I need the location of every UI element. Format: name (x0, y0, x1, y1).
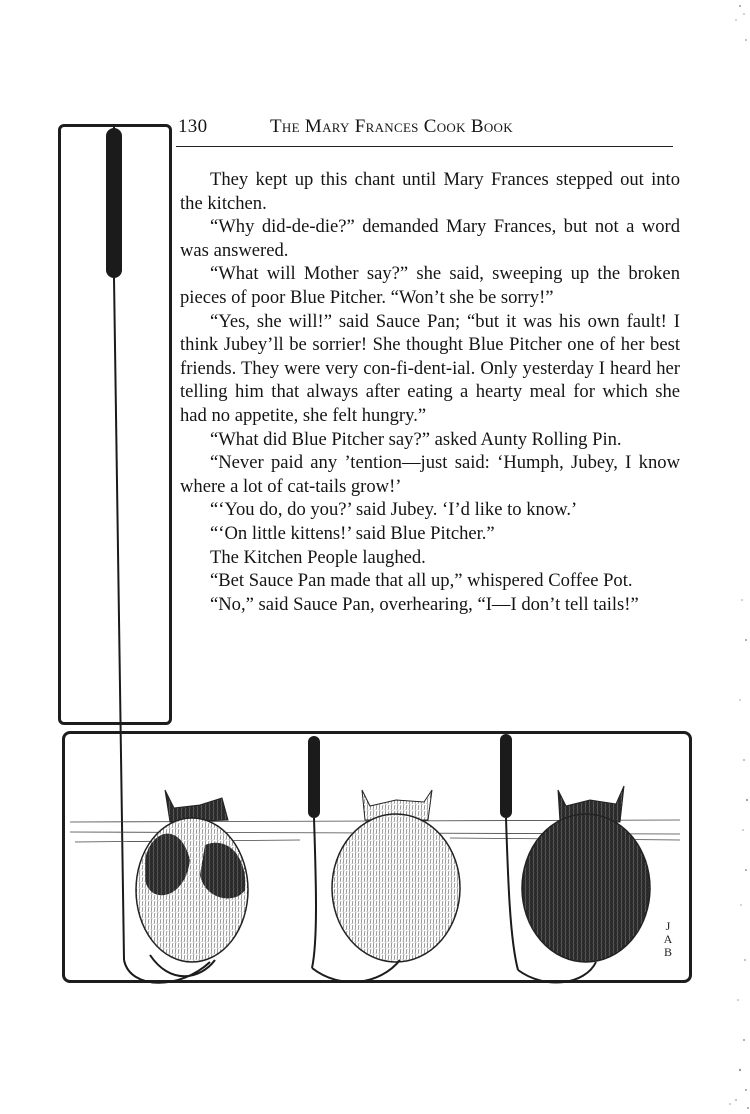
paragraph: They kept up this chant until Mary Frances stepped out into the kitchen. (180, 169, 680, 214)
paragraph: “Never paid any ’tention—just said: ‘Humph, Jubey, I know where a lot of cat-tails grow!’ (180, 452, 680, 497)
paragraph: “What did Blue Pitcher say?” asked Aunty Rolling Pin. (210, 428, 622, 450)
paragraph: “‘You do, do you?’ said Jubey. ‘I’d like to know.’ (210, 499, 578, 521)
tall-cattail (106, 124, 124, 960)
small-cattail-left (308, 736, 320, 968)
paragraph: “Bet Sauce Pan made that all up,” whispered Coffee Pot. (210, 570, 633, 592)
paragraph: “Yes, she will!” said Sauce Pan; “but it was his own fault! I think Jubey’ll be sorrier! She thought Blue Pitcher one of her best friends. They were very con-fi-dent-ial. Only yesterday I heard her telling him that always after eating a hearty meal for which she had no appetite, she felt hungry.” (180, 310, 680, 426)
signature-letter: B (663, 945, 672, 959)
paragraph: “What will Mother say?” she said, sweeping up the broken pieces of poor Blue Pitcher. “Won’t she be sorry!” (180, 263, 680, 308)
paragraph: “No,” said Sauce Pan, overhearing, “I—I don’t tell tails!” (210, 593, 639, 615)
page-number: 130 (178, 116, 208, 137)
paragraph: The Kitchen People laughed. (210, 546, 426, 568)
paragraph: “Why did-de-die?” demanded Mary Frances, but not a word was answered. (180, 216, 680, 261)
cat-striped-light (312, 790, 460, 982)
cat-dark (518, 786, 650, 982)
paragraph: “‘On little kittens!’ said Blue Pitcher.” (210, 522, 495, 544)
cat-patched (124, 790, 248, 983)
small-cattail-right (500, 734, 518, 970)
artist-signature (661, 920, 675, 959)
signature-letter: A (663, 932, 673, 946)
signature-letter: J (665, 919, 671, 933)
running-title: The Mary Frances Cook Book (270, 116, 513, 137)
